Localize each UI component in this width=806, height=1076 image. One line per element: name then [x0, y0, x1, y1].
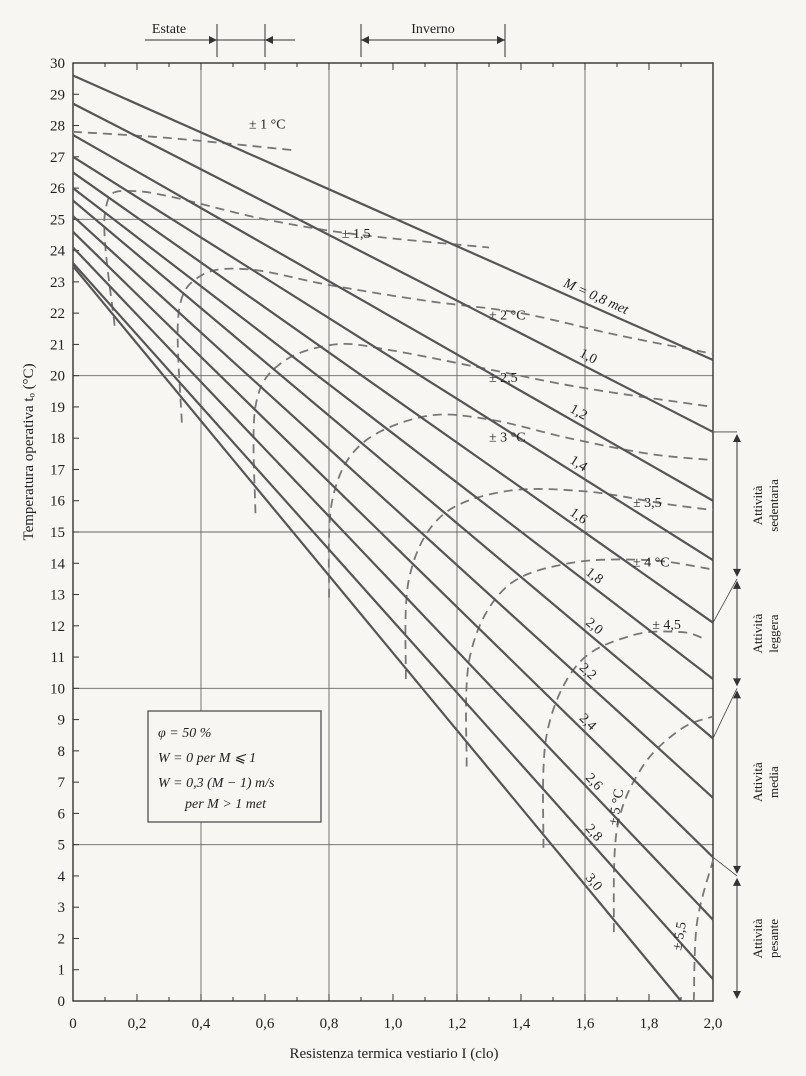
arrow-head: [209, 36, 217, 44]
y-tick-label: 27: [50, 149, 65, 166]
legend-line-w-zero: W = 0 per M ⩽ 1: [158, 751, 257, 766]
y-tick-label: 5: [57, 837, 65, 854]
tolerance-label: ± 4 °C: [633, 555, 670, 571]
activity-band-label-2: pesante: [766, 918, 781, 958]
tolerance-curve: [694, 860, 713, 1001]
legend-line-w-condition: per M > 1 met: [185, 797, 266, 812]
x-tick-label: 2,0: [703, 1016, 723, 1032]
tolerance-label: ± 1 °C: [249, 117, 286, 133]
tolerance-curve: [104, 191, 489, 326]
series-label: 3,0: [581, 870, 605, 895]
activity-band-label-1: Attività: [750, 918, 765, 959]
band-leader: [713, 688, 737, 738]
x-tick-labels: [69, 1016, 722, 1032]
arrow-head: [733, 991, 741, 999]
x-axis-title: Resistenza termica vestiario I (clo): [289, 1046, 499, 1062]
x-tick-label: 0,2: [127, 1016, 147, 1032]
y-tick-label: 26: [50, 181, 65, 198]
tolerance-curve: [614, 716, 713, 932]
tolerance-label: ± 3,5: [633, 495, 662, 511]
y-tick-label: 4: [57, 868, 65, 885]
activity-band-label-1: Attività: [750, 762, 765, 802]
tolerance-label: ± 5 °C: [606, 787, 628, 827]
y-tick-label: 12: [50, 618, 65, 635]
series-label: 1,6: [566, 505, 590, 528]
arrow-head: [733, 569, 741, 577]
range-label-inverno: Inverno: [411, 22, 455, 37]
tolerance-curve: [178, 269, 713, 423]
series-label: 1,2: [567, 401, 590, 424]
arrow-head: [265, 36, 273, 44]
y-axis-title: Temperatura operativa tₒ (°C): [21, 363, 37, 541]
y-tick-label: 3: [57, 900, 65, 917]
tolerance-label: ± 5,5: [670, 920, 690, 952]
y-tick-label: 30: [50, 56, 65, 72]
y-tick-label: 7: [57, 775, 65, 792]
y-tick-label: 11: [50, 650, 65, 667]
y-tick-labels: [50, 56, 66, 1010]
band-leader: [713, 579, 737, 623]
y-tick-label: 23: [50, 274, 65, 291]
arrow-head: [361, 36, 369, 44]
x-tick-label: 1,6: [575, 1016, 595, 1032]
x-tick-label: 0,8: [319, 1016, 339, 1032]
series-label: 1,0: [576, 346, 600, 368]
range-label-estate: Estate: [151, 22, 187, 37]
tolerance-label: ± 2 °C: [489, 308, 526, 324]
legend-line-w-formula: W = 0,3 (M − 1) m/s: [158, 776, 275, 791]
y-tick-label: 19: [50, 399, 65, 416]
y-tick-label: 10: [50, 681, 65, 698]
x-tick-label: 1,8: [639, 1016, 659, 1032]
metabolic-lines: [73, 76, 713, 1001]
series-label: 2,4: [575, 710, 599, 734]
legend-box: [148, 711, 321, 822]
y-tick-label: 17: [50, 462, 65, 479]
y-tick-label: 1: [57, 962, 65, 979]
y-tick-label: 29: [50, 87, 65, 104]
y-tick-label: 14: [50, 556, 65, 573]
series-label: 1,4: [566, 453, 590, 476]
tolerance-label: ± 1,5: [341, 227, 371, 243]
activity-band-label-2: media: [766, 766, 781, 799]
series-label: 2,6: [582, 770, 606, 794]
x-tick-label: 1,0: [383, 1016, 403, 1032]
metabolic-line: [73, 263, 713, 979]
grid: [73, 63, 713, 1001]
arrow-head: [733, 866, 741, 874]
y-tick-label: 9: [57, 712, 65, 729]
arrow-head: [497, 36, 505, 44]
x-tick-label: 1,4: [511, 1016, 531, 1032]
y-tick-label: 8: [57, 743, 65, 760]
activity-bands: [713, 432, 781, 999]
y-tick-label: 0: [57, 994, 65, 1010]
y-tick-label: 22: [50, 306, 65, 323]
tolerance-label: ± 2,5: [489, 370, 518, 386]
activity-band-label-1: Attività: [750, 613, 765, 654]
tolerance-curve: [73, 132, 297, 151]
metabolic-line: [73, 172, 713, 622]
y-tick-label: 16: [50, 493, 65, 510]
y-tick-label: 24: [50, 243, 65, 260]
series-label: 1,8: [582, 565, 606, 588]
tolerance-label: ± 4,5: [652, 617, 681, 633]
y-tick-label: 28: [50, 118, 65, 135]
series-label: 2,8: [582, 821, 605, 845]
y-tick-label: 13: [50, 587, 65, 604]
series-label: M = 0,8 met: [560, 276, 631, 318]
y-tick-label: 20: [50, 368, 65, 385]
arrow-head: [733, 434, 741, 442]
x-tick-label: 1,2: [447, 1016, 467, 1032]
series-label: 2,0: [582, 615, 606, 639]
legend-line-humidity: φ = 50 %: [158, 726, 212, 741]
x-tick-label: 0,4: [191, 1016, 211, 1032]
y-tick-label: 15: [50, 525, 65, 541]
arrow-head: [733, 678, 741, 686]
activity-band-label-2: sedentaria: [766, 479, 781, 532]
x-tick-label: 0,6: [255, 1016, 275, 1032]
x-tick-label: 0: [69, 1016, 77, 1032]
y-tick-label: 25: [50, 212, 65, 229]
metabolic-line: [73, 201, 713, 739]
y-tick-label: 21: [50, 337, 65, 354]
arrow-head: [733, 878, 741, 886]
activity-band-label-2: leggera: [766, 614, 781, 653]
y-tick-label: 6: [57, 806, 65, 823]
y-tick-label: 2: [57, 931, 65, 948]
metabolic-line: [73, 188, 713, 679]
season-ranges: [145, 22, 505, 57]
y-tick-label: 18: [50, 431, 65, 448]
arrow-head: [733, 581, 741, 589]
activity-band-label-1: Attività: [750, 485, 765, 526]
tolerance-label: ± 3 °C: [489, 430, 526, 446]
series-label: 2,2: [575, 660, 599, 684]
